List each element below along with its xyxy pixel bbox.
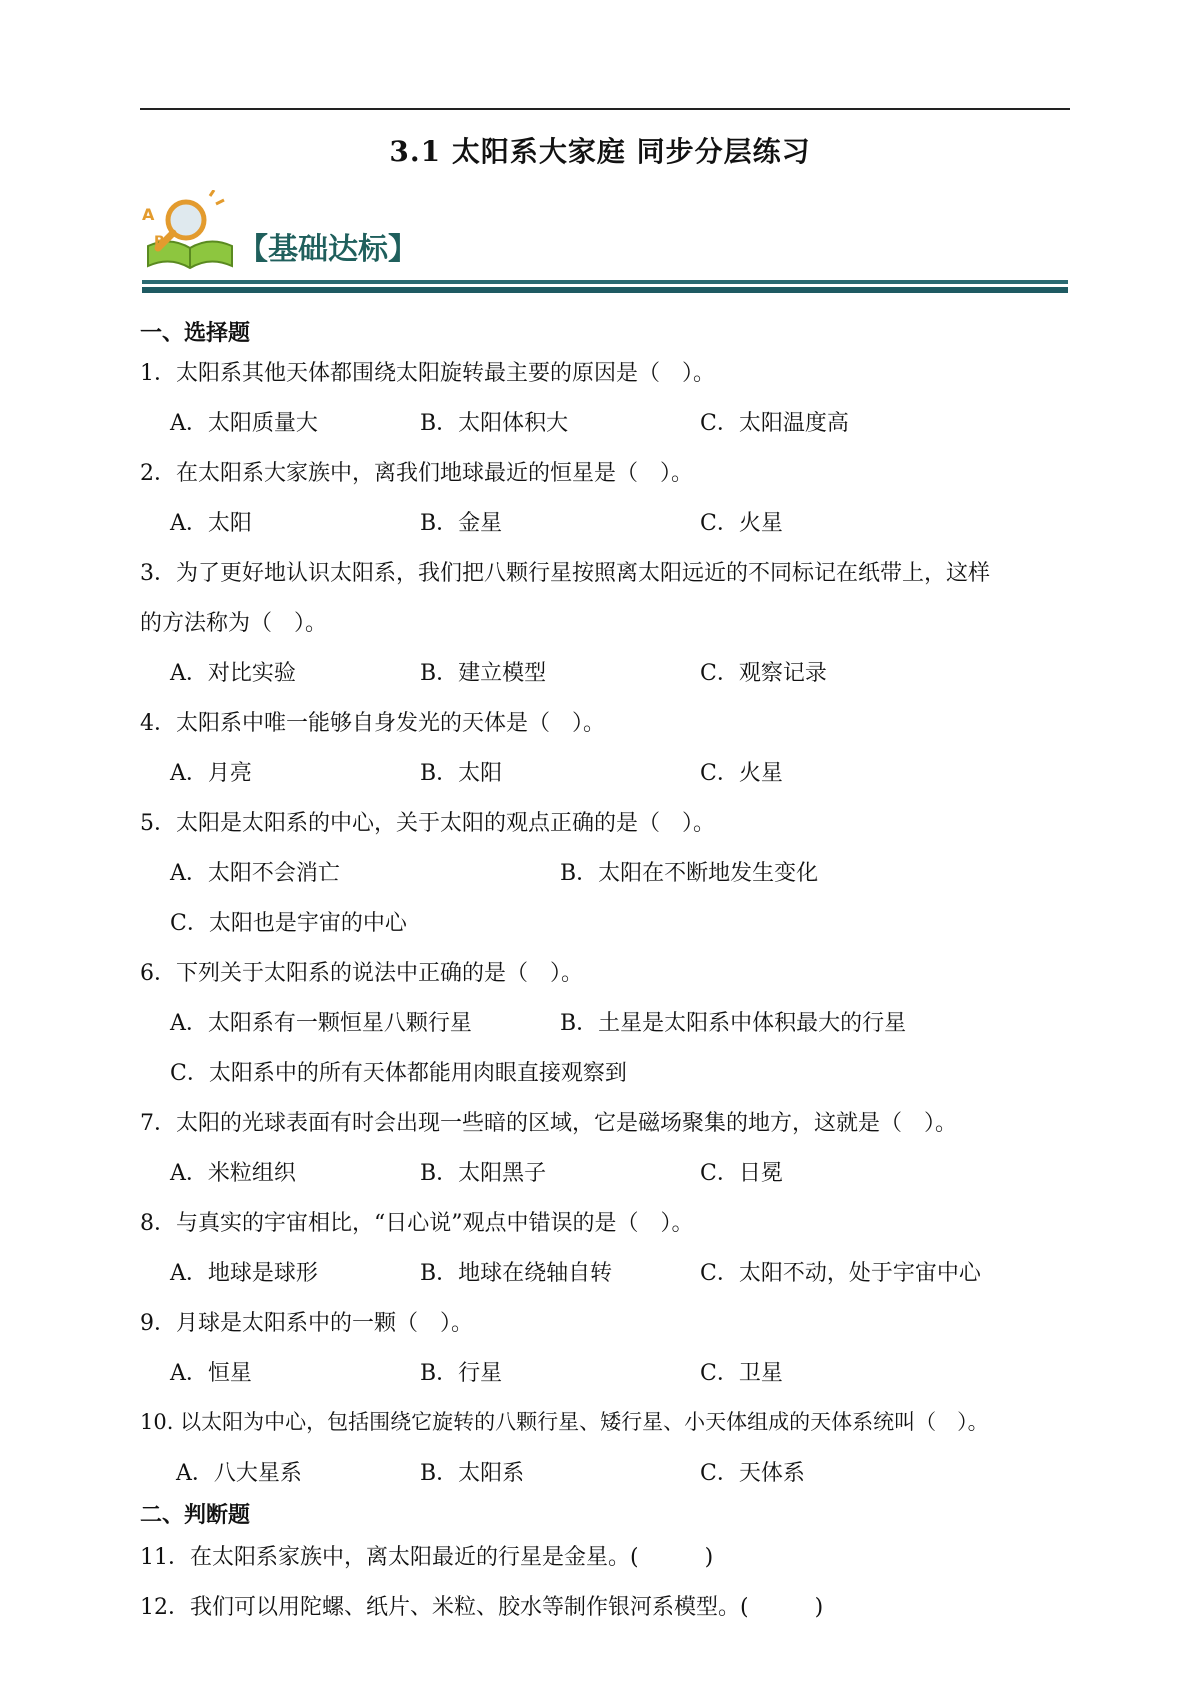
q1-option-c: C．太阳温度高 — [700, 411, 849, 436]
svg-text:B: B — [154, 234, 165, 250]
q6-option-c: C．太阳系中的所有天体都能用肉眼直接观察到 — [170, 1061, 627, 1086]
q5-option-c: C．太阳也是宇宙的中心 — [170, 911, 407, 936]
q7-option-b: B．太阳黑子 — [420, 1161, 547, 1186]
question-7: 7．太阳的光球表面有时会出现一些暗的区域，它是磁场聚集的地方，这就是（ ）。 — [140, 1111, 957, 1136]
section-heading-choice: 一、选择题 — [140, 320, 251, 346]
q3-option-c: C．观察记录 — [700, 661, 827, 686]
q6-option-a: A．太阳系有一颗恒星八颗行星 — [170, 1011, 472, 1036]
question-1: 1．太阳系其他天体都围绕太阳旋转最主要的原因是（ ）。 — [140, 361, 715, 386]
q6-option-b: B．土星是太阳系中体积最大的行星 — [560, 1011, 907, 1036]
q2-option-a: A．太阳 — [170, 511, 252, 536]
q5-option-b: B．太阳在不断地发生变化 — [560, 861, 819, 886]
q8-option-c: C．太阳不动，处于宇宙中心 — [700, 1261, 981, 1286]
q8-option-a: A．地球是球形 — [170, 1261, 318, 1286]
q7-option-c: C．日冕 — [700, 1161, 783, 1186]
svg-text:A: A — [142, 205, 155, 224]
question-3: 3．为了更好地认识太阳系，我们把八颗行星按照离太阳远近的不同标记在纸带上，这样 — [140, 561, 990, 586]
q4-option-b: B．太阳 — [420, 761, 503, 786]
question-8: 8．与真实的宇宙相比，“日心说”观点中错误的是（ ）。 — [140, 1211, 694, 1236]
banner-rule — [142, 280, 1068, 284]
q4-option-a: A．月亮 — [170, 761, 252, 786]
q4-option-c: C．火星 — [700, 761, 783, 786]
question-4: 4．太阳系中唯一能够自身发光的天体是（ ）。 — [140, 711, 605, 736]
question-2: 2．在太阳系大家族中，离我们地球最近的恒星是（ ）。 — [140, 461, 693, 486]
q3-option-b: B．建立模型 — [420, 661, 547, 686]
page-title: 3.1 太阳系大家庭 同步分层练习 — [389, 135, 811, 168]
q9-option-b: B．行星 — [420, 1361, 503, 1386]
section-heading-judgment: 二、判断题 — [140, 1502, 251, 1528]
q5-option-a: A．太阳不会消亡 — [170, 861, 340, 886]
magnifier-book-icon — [140, 190, 240, 274]
q2-option-b: B．金星 — [420, 511, 503, 536]
judgment-11: 11．在太阳系家族中，离太阳最近的行星是金星。( ) — [140, 1545, 714, 1570]
q7-option-a: A．米粒组织 — [170, 1161, 296, 1186]
question-5: 5．太阳是太阳系的中心，关于太阳的观点正确的是（ ）。 — [140, 811, 715, 836]
q3-option-a: A．对比实验 — [170, 661, 296, 686]
q9-option-a: A．恒星 — [170, 1361, 252, 1386]
header-rule — [140, 108, 1070, 110]
q1-option-b: B．太阳体积大 — [420, 411, 569, 436]
banner-rule-thick — [142, 287, 1068, 293]
q1-option-a: A．太阳质量大 — [170, 411, 318, 436]
judgment-12: 12．我们可以用陀螺、纸片、米粒、胶水等制作银河系模型。( ) — [140, 1595, 824, 1620]
banner-label: 【基础达标】 — [238, 232, 418, 267]
q10-option-c: C．天体系 — [700, 1461, 805, 1486]
question-3-cont: 的方法称为（ ）。 — [140, 611, 328, 636]
q9-option-c: C．卫星 — [700, 1361, 783, 1386]
q2-option-c: C．火星 — [700, 511, 783, 536]
q8-option-b: B．地球在绕轴自转 — [420, 1261, 613, 1286]
question-9: 9．月球是太阳系中的一颗（ ）。 — [140, 1311, 473, 1336]
question-10: 10. 以太阳为中心，包括围绕它旋转的八颗行星、矮行星、小天体组成的天体系统叫（ ）。 — [140, 1410, 989, 1434]
question-6: 6．下列关于太阳系的说法中正确的是（ ）。 — [140, 961, 583, 986]
q10-option-b: B．太阳系 — [420, 1461, 525, 1486]
q10-option-a: A．八大星系 — [176, 1461, 302, 1486]
section-banner — [140, 190, 1075, 300]
